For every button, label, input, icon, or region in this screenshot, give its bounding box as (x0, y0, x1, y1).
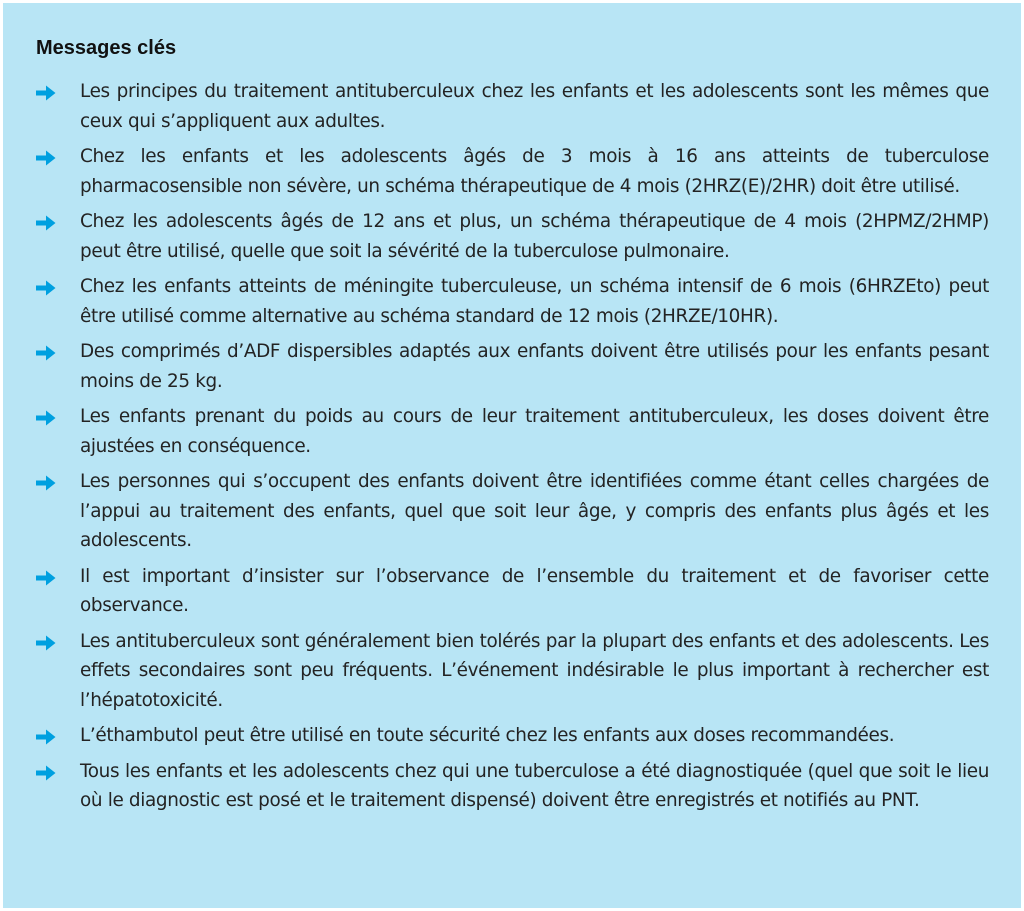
arrow-right-icon (36, 627, 80, 651)
key-message-text: Les personnes qui s’occupent des enfants doivent être identifiées comme étant celles chargées de l’appui au traitement des enfants, quel que soit leur âge, y compris des enfants plus âgés et les adolescents. (80, 471, 989, 551)
arrow-right-icon (36, 721, 80, 745)
arrow-right-icon (36, 272, 80, 296)
key-message-text: Tous les enfants et les adolescents chez qui une tuberculose a été diagnostiquée (quel que soit le lieu où le diagnostic est posé et le traitement dispensé) doivent être enregistrés et notifiés au PNT. (80, 760, 989, 811)
key-message-item (36, 627, 989, 716)
key-message-text: Chez les adolescents âgés de 12 ans et plus, un schéma thérapeutique de 4 mois (2HPMZ/2HMP) peut être utilisé, quelle que soit la sévérité de la tuberculose pulmonaire. (80, 211, 989, 262)
key-message-text: Chez les enfants et les adolescents âgés de 3 mois à 16 ans atteints de tuberculose pharmacosensible non sévère, un schéma thérapeutique de 4 mois (2HRZ(E)/2HR) doit être utilisé. (80, 146, 989, 197)
key-message-item (36, 337, 989, 396)
key-message-item (36, 721, 989, 751)
key-message-text: Les antituberculeux sont généralement bien tolérés par la plupart des enfants et des adolescents. Les effets secondaires sont peu fréquents. L’événement indésirable le plus important à rechercher est l’hépatotoxicité. (80, 630, 989, 711)
key-message-text: Des comprimés d’ADF dispersibles adaptés aux enfants doivent être utilisés pour les enfants pesant moins de 25 kg. (80, 341, 989, 392)
arrow-right-icon (36, 757, 80, 781)
key-message-item (36, 207, 989, 266)
arrow-right-icon (36, 207, 80, 231)
key-message-item (36, 467, 989, 556)
key-message-item (36, 77, 989, 136)
key-message-text: Chez les enfants atteints de méningite tuberculeuse, un schéma intensif de 6 mois (6HRZEto) peut être utilisé comme alternative au schéma standard de 12 mois (2HRZE/10HR). (80, 276, 989, 327)
arrow-right-icon (36, 562, 80, 586)
key-message-item (36, 562, 989, 621)
arrow-right-icon (36, 402, 80, 426)
box-title: Messages clés (36, 37, 177, 59)
key-message-item (36, 272, 989, 331)
arrow-right-icon (36, 142, 80, 166)
arrow-right-icon (36, 467, 80, 491)
arrow-right-icon (36, 77, 80, 101)
key-messages-list (36, 77, 989, 816)
arrow-right-icon (36, 337, 80, 361)
key-message-text: Les enfants prenant du poids au cours de leur traitement antituberculeux, les doses doivent être ajustées en conséquence. (80, 406, 989, 457)
key-message-item (36, 402, 989, 461)
key-message-text: Il est important d’insister sur l’observance de l’ensemble du traitement et de favoriser cette observance. (80, 565, 989, 616)
key-message-text: L’éthambutol peut être utilisé en toute sécurité chez les enfants aux doses recommandées. (80, 725, 895, 746)
key-messages-box (3, 3, 1021, 908)
key-message-item (36, 757, 989, 816)
key-message-item (36, 142, 989, 201)
key-message-text: Les principes du traitement antituberculeux chez les enfants et les adolescents sont les mêmes que ceux qui s’appliquent aux adultes. (80, 81, 989, 132)
